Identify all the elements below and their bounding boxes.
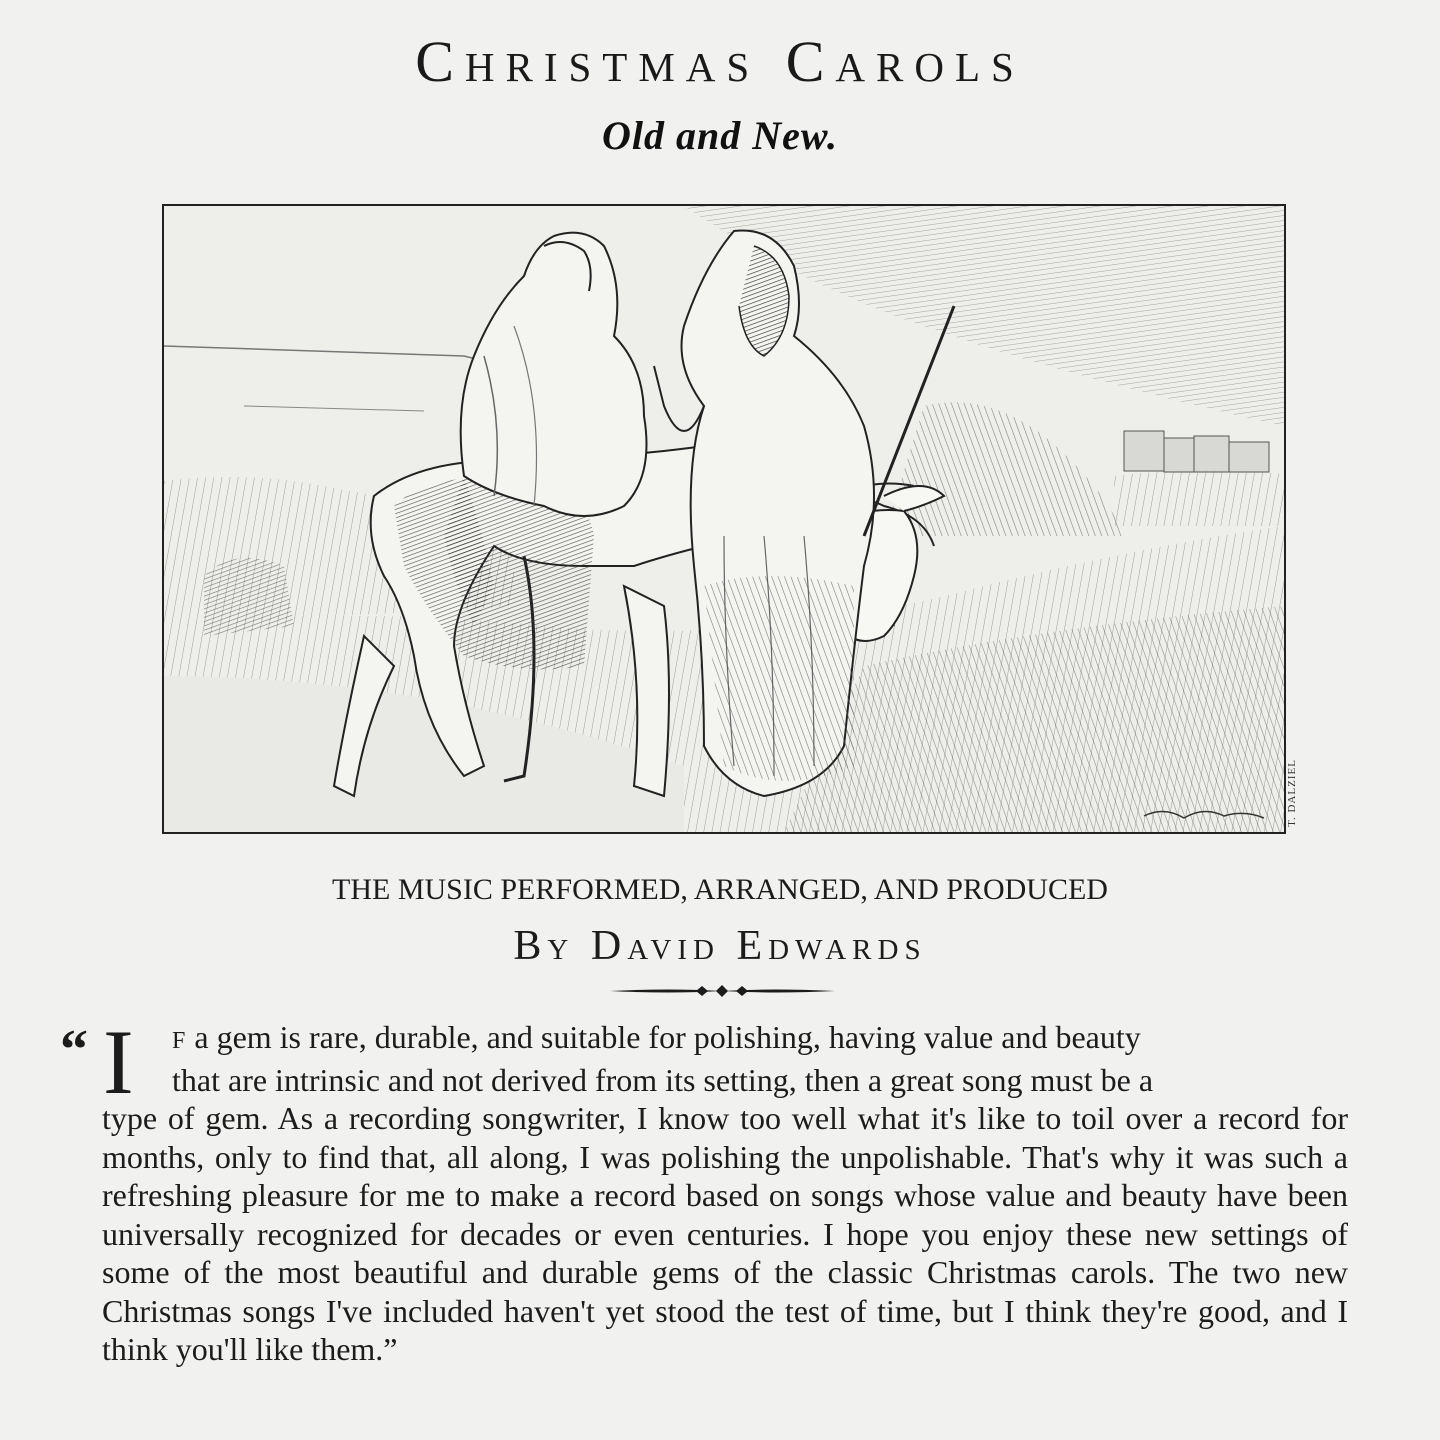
quote-body: type of gem. As a recording songwriter, I know too well what it's like to toil over a record for months, only to find that, all along, I was polishing the unpolishable. That's why it was such a refreshing pleasure for me to make a record based on songs whose value and beauty have been universally recognized for decades or even centuries. I hope you enjoy these new settings of some of the most beautiful and durable gems of the classic Christmas carols. The two new Christmas songs I've included haven't yet stood the test of time, but I think they're good, and I think you'll like them.” xyxy=(102,1100,1348,1367)
artist-credit-text: T. DALZIEL xyxy=(1286,759,1298,827)
journey-to-bethlehem-engraving xyxy=(164,206,1284,832)
credits-name: By David Edwards xyxy=(513,923,927,969)
open-quote-mark: “ xyxy=(60,1019,88,1081)
artist-signature xyxy=(1286,748,1298,838)
engraving-illustration xyxy=(162,204,1286,834)
page-title: Christmas Carols xyxy=(415,29,1025,94)
quote-text xyxy=(102,1011,1348,1369)
dropcap-letter: I xyxy=(103,1011,134,1113)
quote-line-2: that are intrinsic and not derived from its setting, then a great song must be a xyxy=(172,1061,1154,1098)
quote-small-caps: F xyxy=(172,1028,187,1054)
credits-line: THE MUSIC PERFORMED, ARRANGED, AND PRODUCED xyxy=(332,873,1108,906)
quote-line-1: a gem is rare, durable, and suitable for polishing, having value and beauty xyxy=(194,1019,1141,1055)
page-subtitle: Old and New. xyxy=(601,113,839,158)
ornamental-divider xyxy=(610,982,835,1000)
quote-block xyxy=(60,1011,1350,1418)
